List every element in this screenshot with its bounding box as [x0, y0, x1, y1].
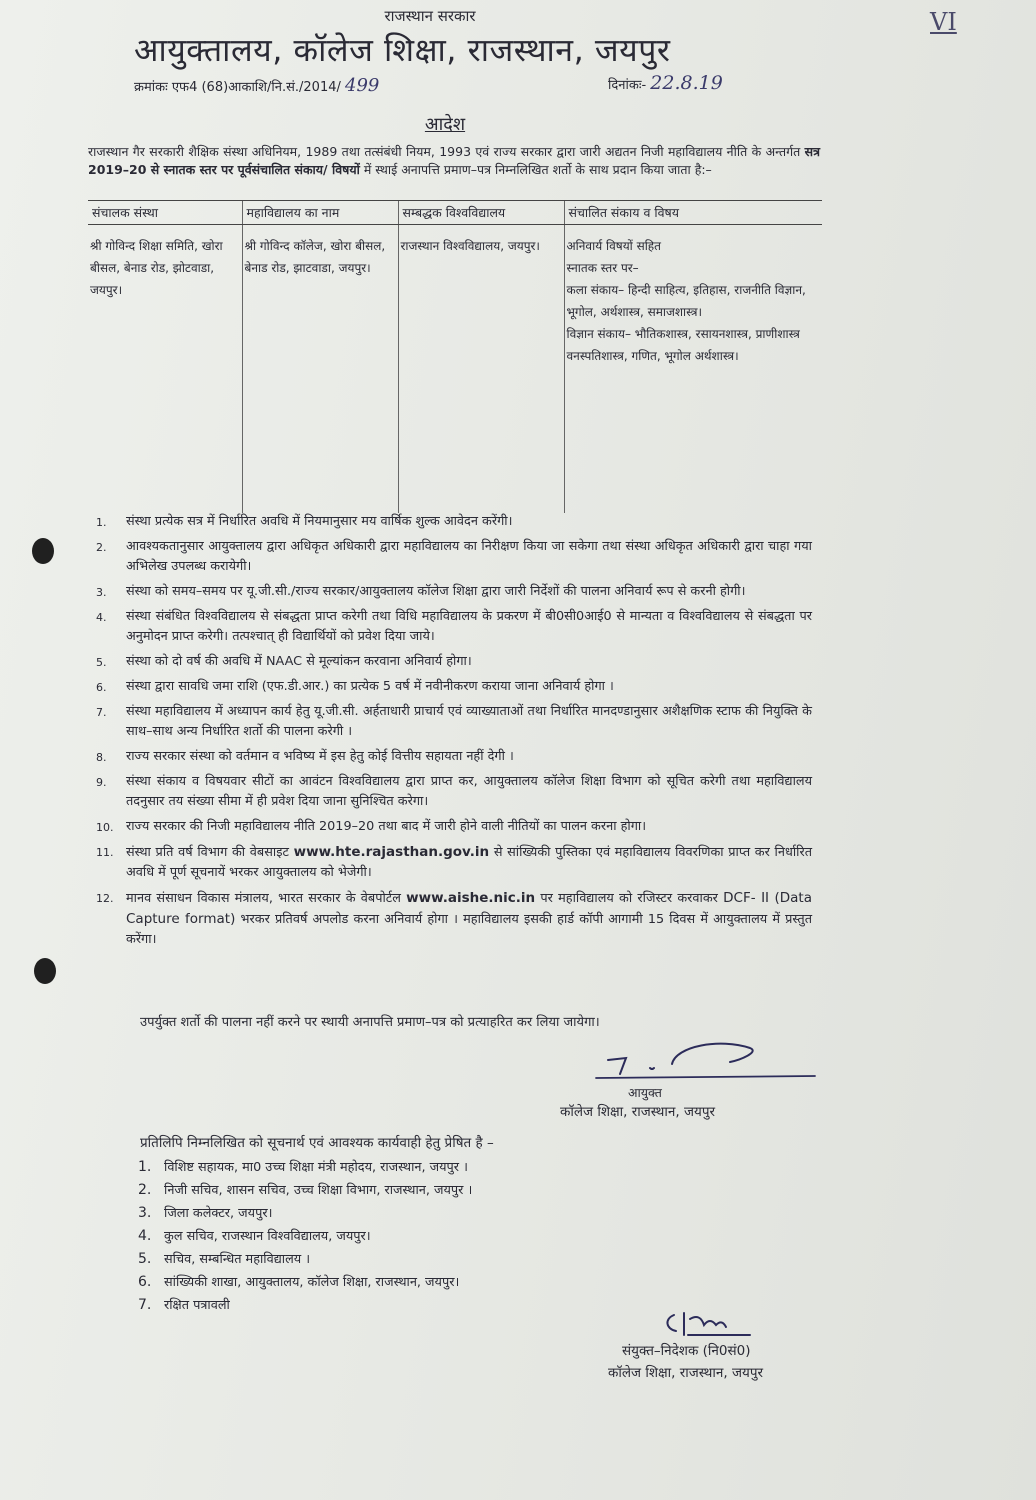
list-number: 5.: [138, 1251, 152, 1267]
column-header: संचालित संकाय व विषय: [564, 201, 822, 225]
intro-paragraph: [88, 143, 820, 179]
condition-item: [96, 607, 812, 647]
list-text: कुल सचिव, राजस्थान विश्वविद्यालय, जयपुर।: [164, 1229, 371, 1244]
closing-statement: उपर्युक्त शर्तो की पालना नहीं करने पर स्थायी अनापत्ति प्रमाण–पत्र को प्रत्याहरित कर लिया जायेगा।: [140, 1015, 600, 1030]
date-handwritten: 22.8.19: [650, 72, 723, 94]
dcf-format: DCF- II (Data Capture format): [126, 890, 813, 927]
signatory-office: कॉलेज शिक्षा, राजस्थान, जयपुर: [608, 1365, 764, 1381]
list-text: सांख्यिकी शाखा, आयुक्तालय, कॉलेज शिक्षा, राजस्थान, जयपुर।: [164, 1275, 460, 1290]
condition-text: संस्था संकाय व विषयवार सीटों का आवंटन विश्वविद्यालय द्वारा प्राप्त कर, आयुक्तालय कॉलेज शिक्षा विभाग को सूचित करेगी तथा महाविद्यालय तदनुसार तय संख्या सीमा में ही प्रवेश दिया जाना सुनिश्चित करेगा।: [126, 774, 812, 809]
column-header: सम्बद्धक विश्वविद्यालय: [398, 201, 564, 225]
list-item: [138, 1248, 472, 1271]
condition-text: से सांख्यिकी पुस्तिका एवं महाविद्यालय विवरणिका प्राप्त कर निर्धारित अवधि में पूर्ण सूचनायें भरकर आयुक्तालय को भेजेगी।: [126, 845, 812, 880]
condition-text: राज्य सरकार संस्था को वर्तमान व भविष्य में इस हेतु कोई वित्तीय सहायता नहीं देगी ।: [126, 749, 514, 764]
condition-number: 12.: [96, 892, 114, 905]
reference-label: क्रमांकः एफ4 (68)आकाशि/नि.सं./2014/: [134, 80, 341, 95]
condition-text: संस्था महाविद्यालय में अध्यापन कार्य हेतु यू.जी.सी. अर्हताधारी प्राचार्य एवं व्याख्याताओं तथा निर्धारित मानदण्डानुसार अशैक्षणिक स्टाफ की नियुक्ति के साथ–साथ अन्य निर्धारित शर्तो की पालना करेगी ।: [126, 704, 812, 739]
reference-handwritten-number: 499: [345, 75, 380, 96]
joint-director-signature-block: [608, 1305, 770, 1381]
condition-item: [96, 842, 812, 883]
condition-item: [96, 537, 812, 577]
conditions-list: [96, 512, 812, 955]
condition-number: 2.: [96, 541, 107, 554]
university-cell: राजस्थान विश्वविद्यालय, जयपुर।: [398, 225, 564, 514]
list-number: 3.: [138, 1205, 152, 1221]
condition-number: 11.: [96, 846, 114, 859]
college-cell: श्री गोविन्द कॉलेज, खोरा बीसल, बेनाड रोड, झाटवाडा, जयपुर।: [242, 225, 398, 514]
table-header-row: [88, 201, 822, 225]
commissioner-signature-block: [560, 1040, 820, 1120]
list-item: [138, 1156, 472, 1179]
list-number: 6.: [138, 1274, 152, 1290]
institution-table: [88, 200, 822, 513]
condition-number: 3.: [96, 586, 107, 599]
condition-number: 6.: [96, 681, 107, 694]
intro-text-1: राजस्थान गैर सरकारी शैक्षिक संस्था अधिनियम, 1989 तथा तत्संबंधी नियम, 1993 एवं राज्य सरकार द्वारा जारी अद्यतन निजी महाविद्यालय नीति के अन्तर्गत: [88, 144, 805, 159]
website-link: www.hte.rajasthan.gov.in: [293, 844, 490, 860]
list-number: 4.: [138, 1228, 152, 1244]
date-label: दिनांकः-: [608, 78, 647, 93]
condition-item: [96, 582, 812, 602]
list-item: [138, 1225, 472, 1248]
list-text: विशिष्ट सहायक, मा0 उच्च शिक्षा मंत्री महोदय, राजस्थान, जयपुर ।: [164, 1160, 468, 1175]
condition-text: भरकर प्रतिवर्ष अपलोड करना अनिवार्य होगा । महाविद्यालय इसकी हार्ड कॉपी आगामी 15 दिवस में आयुक्तालय में प्रस्तुत करेंगा।: [126, 912, 812, 947]
condition-text: संस्था प्रत्येक सत्र में निर्धारित अवधि में नियमानुसार मय वार्षिक शुल्क आवेदन करेंगी।: [126, 514, 513, 529]
list-number: 1.: [138, 1159, 152, 1175]
condition-item: [96, 888, 812, 950]
condition-text: राज्य सरकार की निजी महाविद्यालय नीति 2019–20 तथा बाद में जारी होने वाली नीतियों का पालन करना होगा।: [126, 819, 647, 834]
table-row: [88, 225, 822, 514]
list-text: रक्षित पत्रावली: [164, 1298, 230, 1313]
copy-to-list: [138, 1156, 472, 1317]
condition-number: 8.: [96, 751, 107, 764]
list-text: जिला कलेक्टर, जयपुर।: [164, 1206, 273, 1221]
condition-item: [96, 677, 812, 697]
condition-text: आवश्यकतानुसार आयुक्तालय द्वारा अधिकृत अधिकारी द्वारा महाविद्यालय का निरीक्षण किया जा सकेगा तथा संस्था अधिकृत अधिकारी द्वारा चाहा गया अभिलेख उपलब्ध करायेगी।: [126, 539, 812, 574]
condition-number: 1.: [96, 516, 107, 529]
condition-number: 5.: [96, 656, 107, 669]
condition-item: [96, 772, 812, 812]
science-faculty: विज्ञान संकाय– भौतिकशास्त्र, रसायनशास्त्र, प्राणीशास्त्र वनस्पतिशास्त्र, गणित, भूगोल अर्थशास्त्र।: [566, 327, 800, 363]
reference-number: [134, 75, 379, 96]
website-link: www.aishe.nic.in: [406, 890, 536, 906]
intro-text-2: में स्थाई अनापत्ति प्रमाण–पत्र निम्नलिखित शर्तो के साथ प्रदान किया जाता है:–: [359, 162, 712, 177]
condition-text: संस्था को दो वर्ष की अवधि में NAAC से मूल्यांकन करवाना अनिवार्य होगा।: [126, 654, 472, 669]
condition-number: 9.: [96, 776, 107, 789]
department-heading: आयुक्तालय, कॉलेज शिक्षा, राजस्थान, जयपुर: [134, 31, 671, 69]
column-header: संचालक संस्था: [88, 201, 242, 225]
order-date: [608, 72, 723, 94]
society-cell: श्री गोविन्द शिक्षा समिति, खोरा बीसल, बेनाड रोड, झोटवाडा, जयपुर।: [90, 239, 223, 297]
order-title: आदेश: [424, 114, 466, 135]
condition-item: [96, 702, 812, 742]
list-number: 2.: [138, 1182, 152, 1198]
condition-text: संस्था प्रति वर्ष विभाग की वेबसाइट: [126, 845, 294, 860]
condition-text: मानव संसाधन विकास मंत्रालय, भारत सरकार के वेबपोर्टल: [126, 891, 407, 906]
list-item: [138, 1294, 472, 1317]
faculty-cell: [564, 225, 822, 514]
punch-hole: [32, 538, 54, 564]
condition-item: [96, 747, 812, 767]
government-name: राजस्थान सरकार: [384, 7, 476, 25]
list-item: [138, 1202, 472, 1225]
condition-item: [96, 817, 812, 837]
copy-to-heading: प्रतिलिपि निम्नलिखित को सूचनार्थ एवं आवश्यक कार्यवाही हेतु प्रेषित है –: [140, 1135, 494, 1151]
arts-faculty: कला संकाय– हिन्दी साहित्य, इतिहास, राजनीति विज्ञान, भूगोल, अर्थशास्त्र, समाजशास्त्र।: [566, 283, 806, 319]
signatory-title: आयुक्त: [628, 1085, 662, 1100]
signature-mark: [590, 1040, 820, 1090]
column-header: महाविद्यालय का नाम: [242, 201, 398, 225]
signatory-title: संयुक्त–निदेशक (नि0सं0): [622, 1343, 751, 1359]
faculty-heading: अनिवार्य विषयों सहित: [566, 239, 662, 253]
list-item: [138, 1271, 472, 1294]
punch-hole: [34, 958, 56, 984]
faculty-level: स्नातक स्तर पर–: [566, 261, 639, 275]
condition-number: 7.: [96, 706, 107, 719]
condition-number: 4.: [96, 611, 107, 624]
list-text: सचिव, सम्बन्धित महाविद्यालय ।: [164, 1252, 311, 1267]
signatory-office: कॉलेज शिक्षा, राजस्थान, जयपुर: [560, 1104, 716, 1120]
condition-text: पर महाविद्यालय को रजिस्टर करवाकर: [535, 891, 724, 906]
signature-mark: [660, 1305, 770, 1341]
intro-text-bold: सत्र 2019–20 से स्नातक स्तर पर पूर्वसंचालित संकाय/ विषयों: [88, 144, 820, 177]
condition-text: संस्था संबंधित विश्वविद्यालय से संबद्धता प्राप्त करेगी तथा विधि महाविद्यालय के प्रकरण में बी0सी0आई0 से मान्यता व विश्वविद्यालय से संबद्धता पर अनुमोदन प्राप्त करेगी। तत्पश्चात् ही विद्यार्थियों को प्रवेश दिया जाये।: [126, 609, 812, 644]
list-text: निजी सचिव, शासन सचिव, उच्च शिक्षा विभाग, राजस्थान, जयपुर ।: [164, 1183, 473, 1198]
list-item: [138, 1179, 472, 1202]
list-number: 7.: [138, 1297, 152, 1313]
page-marker: VI: [930, 8, 957, 36]
condition-text: संस्था को समय–समय पर यू.जी.सी./राज्य सरकार/आयुक्तालय कॉलेज शिक्षा द्वारा जारी निर्देशों की पालना अनिवार्य रूप से करनी होगी।: [126, 584, 746, 599]
condition-number: 10.: [96, 821, 114, 834]
condition-item: [96, 652, 812, 672]
condition-text: संस्था द्वारा सावधि जमा राशि (एफ.डी.आर.) का प्रत्येक 5 वर्ष में नवीनीकरण कराया जाना अनिवार्य होगा ।: [126, 679, 614, 694]
condition-item: [96, 512, 812, 532]
